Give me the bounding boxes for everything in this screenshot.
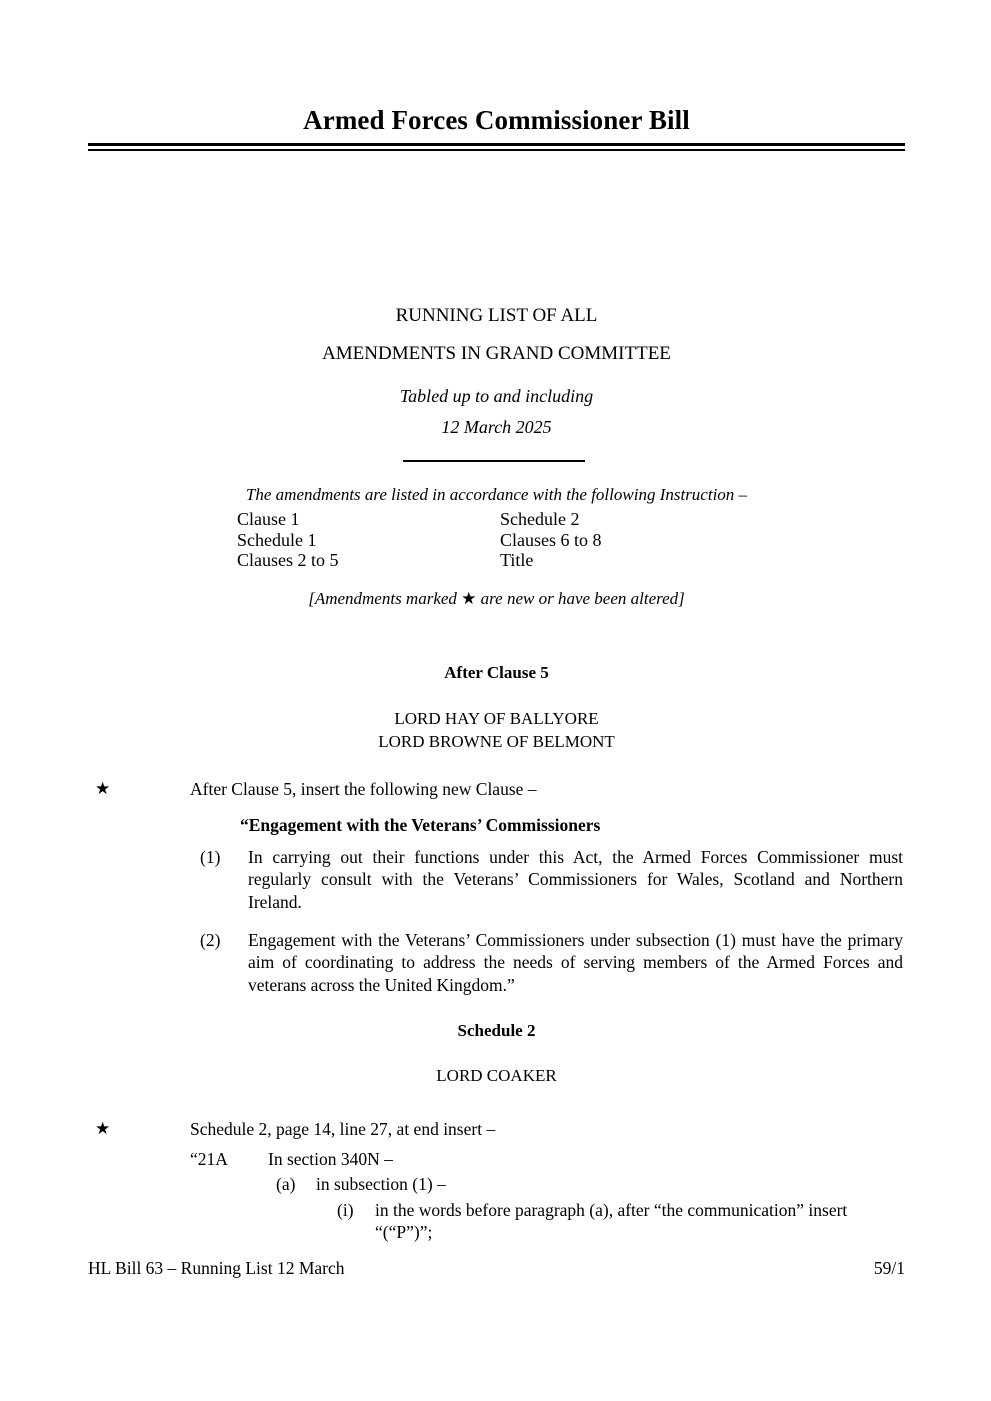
nested-item-text: in the words before paragraph (a), after “the communication” insert “(“P”)”; bbox=[375, 1200, 848, 1243]
subsection-row bbox=[200, 929, 903, 996]
nested-item-number: (a) bbox=[276, 1174, 296, 1194]
table-row bbox=[237, 530, 602, 551]
amendment-lead-text: Schedule 2, page 14, line 27, at end insert – bbox=[190, 1119, 496, 1139]
instruction-clause-list bbox=[237, 509, 602, 571]
section-sponsors-schedule-2: LORD COAKER bbox=[436, 1066, 557, 1085]
clause-list-cell: Title bbox=[500, 550, 534, 570]
document-title: Armed Forces Commissioner Bill bbox=[303, 105, 690, 135]
amendment-star-icon: ★ bbox=[95, 1119, 111, 1138]
running-list-line-1: RUNNING LIST OF ALL bbox=[395, 305, 598, 326]
clause-list-cell: Schedule 2 bbox=[500, 509, 580, 529]
section-heading-after-clause-5: After Clause 5 bbox=[444, 663, 549, 682]
nested-item-text: In section 340N – bbox=[268, 1149, 393, 1169]
new-clause-title: “Engagement with the Veterans’ Commissioners bbox=[240, 815, 601, 835]
marked-note-suffix: are new or have been altered] bbox=[476, 589, 685, 608]
sponsor-name: LORD BROWNE OF BELMONT bbox=[378, 732, 615, 751]
instruction-text: The amendments are listed in accordance with the following Instruction – bbox=[245, 485, 748, 504]
section-sponsors-after-clause-5 bbox=[88, 707, 905, 753]
nested-item-number: “21A bbox=[190, 1149, 228, 1169]
tabled-date: 12 March 2025 bbox=[441, 417, 552, 437]
subsection-number: (2) bbox=[200, 930, 221, 950]
star-icon: ★ bbox=[461, 589, 477, 608]
subsection-number: (1) bbox=[200, 847, 221, 867]
nested-item-a bbox=[276, 1173, 903, 1195]
section-divider-rule bbox=[403, 460, 585, 462]
footer-page-number: 59/1 bbox=[873, 1258, 905, 1278]
clause-list-cell: Clauses 6 to 8 bbox=[500, 529, 602, 550]
clause-list-cell: Clauses 2 to 5 bbox=[237, 550, 339, 570]
running-list-line-2: AMENDMENTS IN GRAND COMMITTEE bbox=[322, 343, 671, 364]
nested-item-21a bbox=[190, 1148, 903, 1170]
amendments-marked-note bbox=[88, 589, 905, 609]
marked-note-prefix: [Amendments marked bbox=[308, 589, 462, 608]
sponsor-name: LORD HAY OF BALLYORE bbox=[394, 709, 599, 728]
title-rule-thick bbox=[88, 143, 905, 146]
table-row bbox=[237, 550, 602, 571]
amendment-star-icon: ★ bbox=[95, 779, 111, 798]
clause-list-cell: Schedule 1 bbox=[237, 529, 317, 550]
section-heading-schedule-2: Schedule 2 bbox=[457, 1021, 536, 1040]
nested-item-number: (i) bbox=[337, 1200, 354, 1220]
title-rule-thin bbox=[88, 149, 905, 151]
table-row bbox=[237, 509, 602, 530]
tabled-label: Tabled up to and including bbox=[399, 386, 594, 406]
nested-item-i bbox=[337, 1199, 903, 1244]
footer-bill-reference: HL Bill 63 – Running List 12 March bbox=[88, 1258, 345, 1278]
amendment-lead-text: After Clause 5, insert the following new Clause – bbox=[190, 779, 537, 799]
clause-list-cell: Clause 1 bbox=[237, 509, 300, 529]
subsection-text: In carrying out their functions under this Act, the Armed Forces Commissioner must regularly consult with the Veterans’ Commissioners for Wales, Scotland and Northern Ireland. bbox=[248, 847, 903, 912]
subsection-row bbox=[200, 846, 903, 913]
subsection-text: Engagement with the Veterans’ Commissioners under subsection (1) must have the primary aim of coordinating to address the needs of serving members of the Armed Forces and veterans across the United Kingdom.” bbox=[248, 930, 903, 995]
nested-item-text: in subsection (1) – bbox=[316, 1174, 446, 1194]
